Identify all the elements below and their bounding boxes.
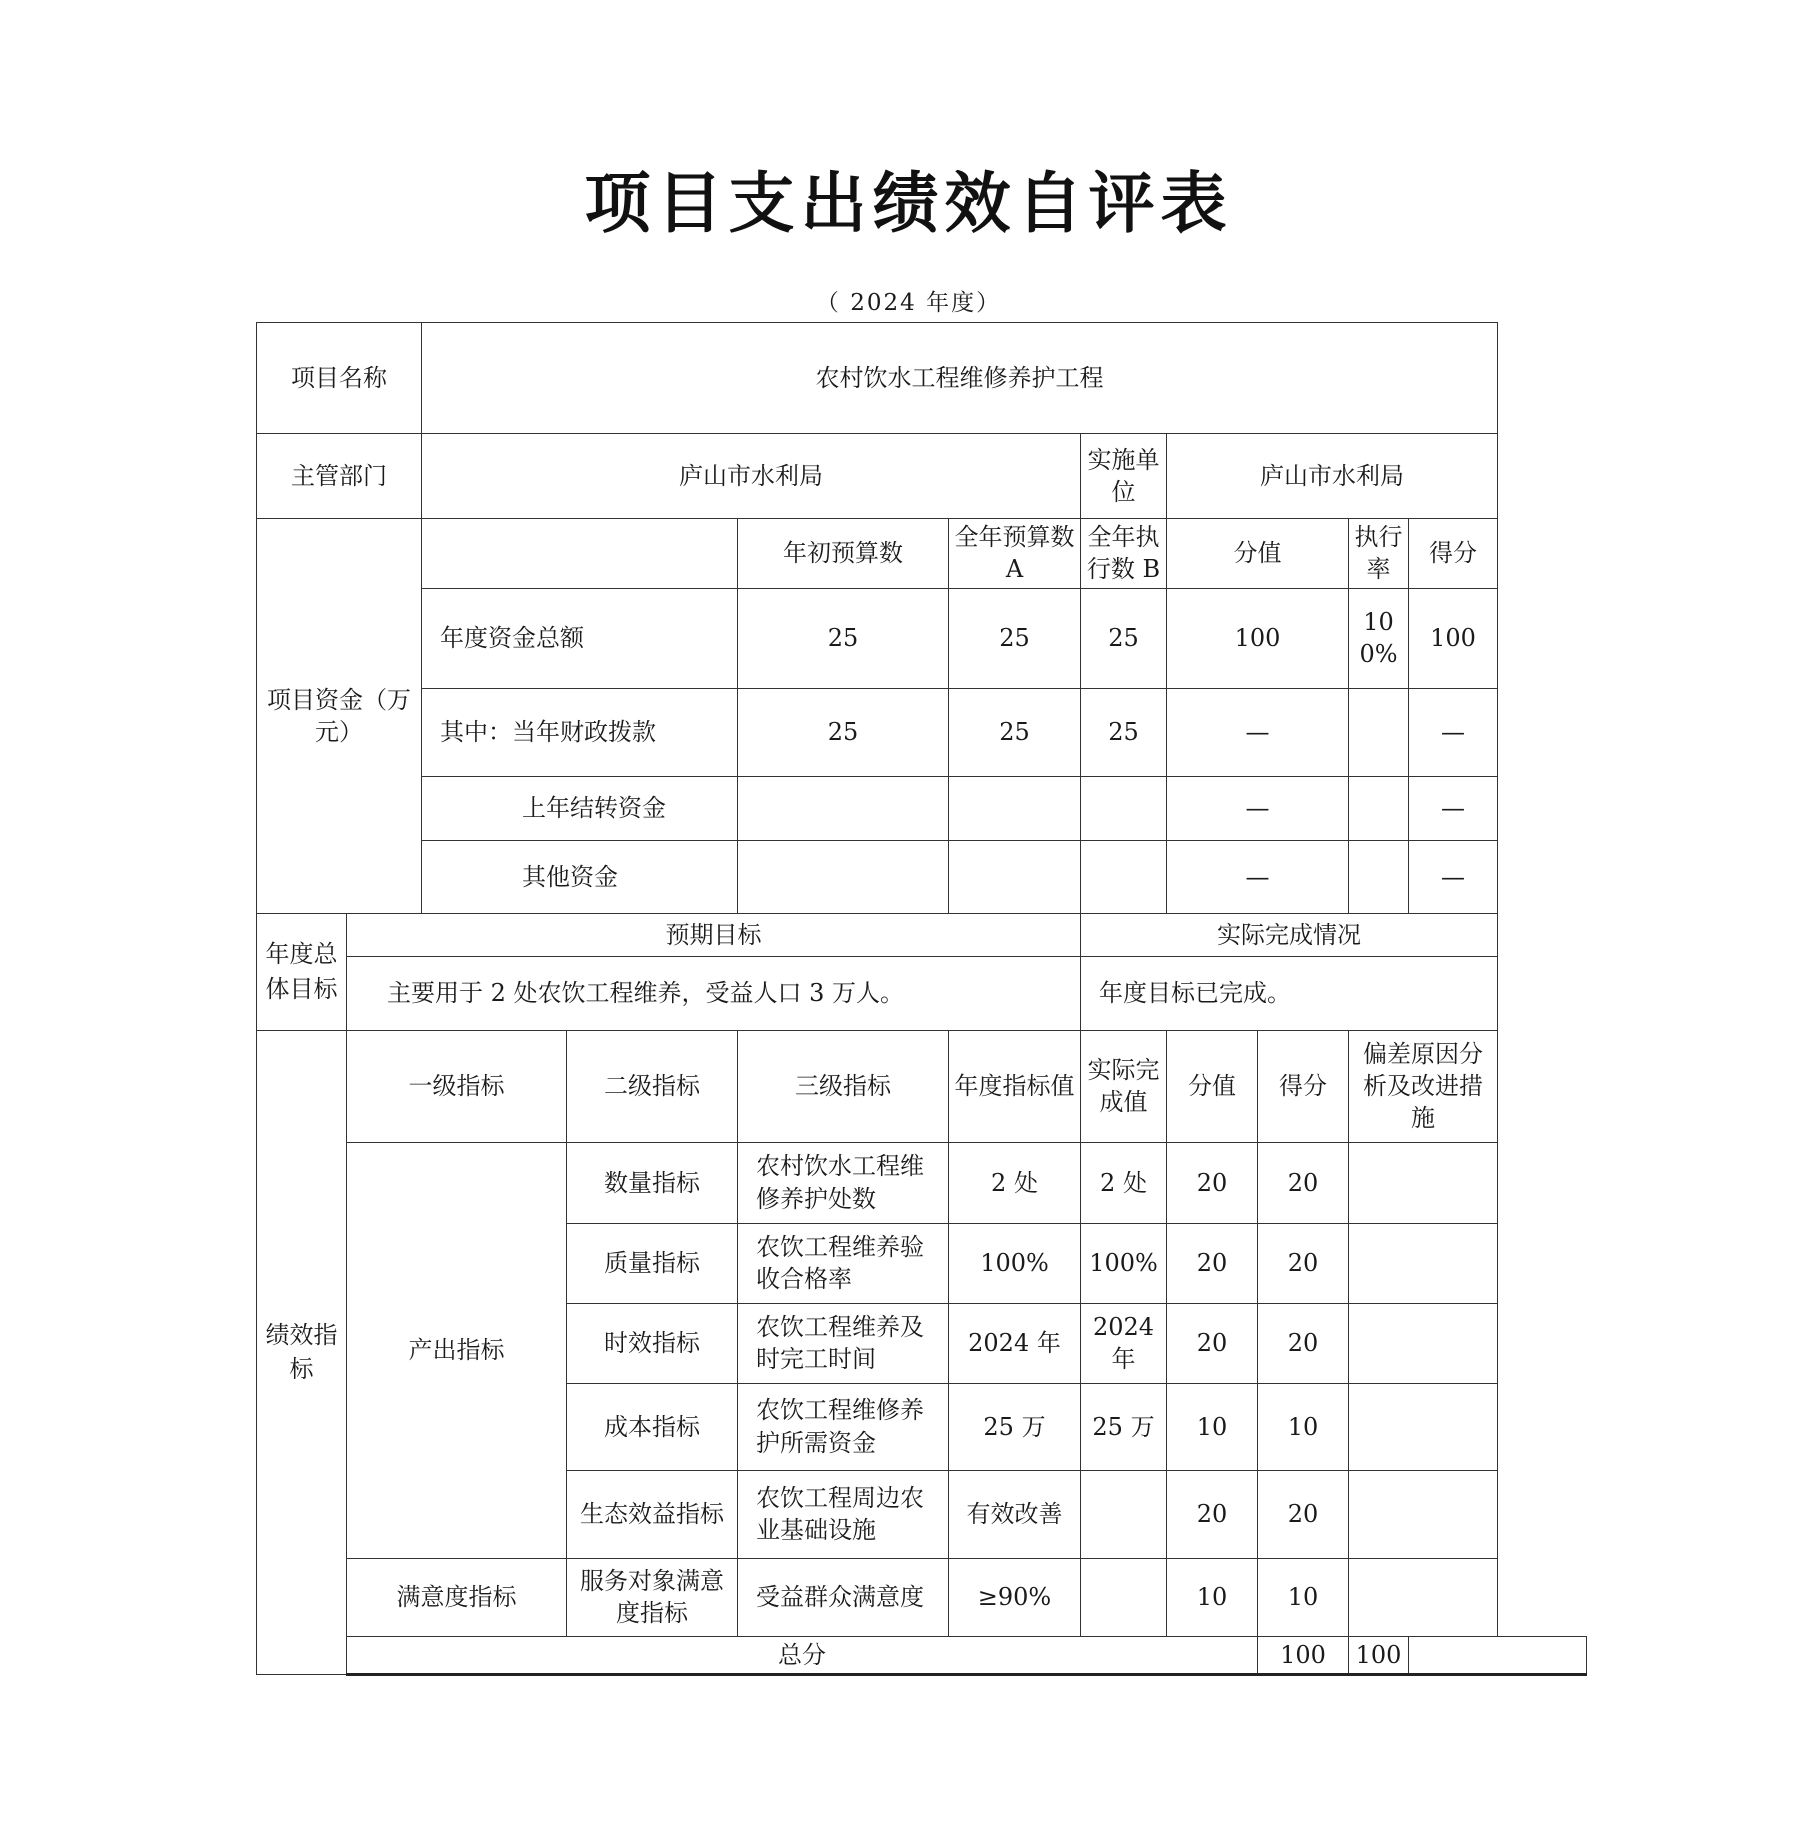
perf-row-target: 100% — [949, 1223, 1081, 1303]
perf-row-l2: 生态效益指标 — [567, 1470, 738, 1558]
goal-actual-header: 实际完成情况 — [1081, 913, 1498, 956]
funds-row-label: 年度资金总额 — [422, 588, 738, 688]
funds-header-blank — [422, 519, 738, 589]
perf-row-l2: 质量指标 — [567, 1223, 738, 1303]
perf-row-reason — [1349, 1470, 1498, 1558]
funds-row-score: — — [1409, 688, 1498, 776]
funds-row-init: 25 — [738, 588, 949, 688]
perf-header-points: 分值 — [1167, 1030, 1258, 1142]
funds-row-rate: 100% — [1349, 588, 1409, 688]
perf-row-l3: 受益群众满意度 — [738, 1558, 949, 1636]
perf-row-l3: 农饮工程维养验收合格率 — [738, 1223, 949, 1303]
funds-header-budget: 全年预算数 A — [949, 519, 1081, 589]
perf-header-l3: 三级指标 — [738, 1030, 949, 1142]
perf-row-target: 2024 年 — [949, 1303, 1081, 1383]
perf-row-actual — [1081, 1558, 1167, 1636]
project-name-value: 农村饮水工程维修养护工程 — [422, 323, 1498, 434]
perf-row-l2: 服务对象满意度指标 — [567, 1558, 738, 1636]
funds-row-score: 100 — [1409, 588, 1498, 688]
funds-row-label: 其他资金 — [422, 840, 738, 913]
goal-expected: 主要用于 2 处农饮工程维养，受益人口 3 万人。 — [347, 956, 1081, 1030]
funds-row — [257, 688, 1587, 776]
funds-header-score-val: 分值 — [1167, 519, 1349, 589]
funds-row-label: 其中：当年财政拨款 — [422, 688, 738, 776]
perf-header-l2: 二级指标 — [567, 1030, 738, 1142]
perf-row-actual: 100% — [1081, 1223, 1167, 1303]
perf-section-label: 绩效指标 — [257, 1030, 347, 1674]
perf-row-l2: 数量指标 — [567, 1142, 738, 1223]
perf-row-target: ≥90% — [949, 1558, 1081, 1636]
funds-row-label: 上年结转资金 — [422, 776, 738, 840]
perf-row-score: 10 — [1258, 1558, 1349, 1636]
funds-row — [257, 776, 1587, 840]
perf-header-score: 得分 — [1258, 1030, 1349, 1142]
perf-satisfaction-label: 满意度指标 — [347, 1558, 567, 1636]
perf-row-target: 25 万 — [949, 1383, 1081, 1470]
funds-row-init — [738, 840, 949, 913]
perf-row-score: 20 — [1258, 1223, 1349, 1303]
perf-row-target: 2 处 — [949, 1142, 1081, 1223]
perf-row-actual: 2024 年 — [1081, 1303, 1167, 1383]
funds-row-score: — — [1409, 776, 1498, 840]
total-points: 100 — [1258, 1636, 1349, 1674]
funds-section-label: 项目资金（万元） — [257, 519, 422, 914]
goal-section-label: 年度总体目标 — [257, 913, 347, 1030]
funds-row-budget — [949, 840, 1081, 913]
perf-row-l3: 农村饮水工程维修养护处数 — [738, 1142, 949, 1223]
perf-row-target: 有效改善 — [949, 1470, 1081, 1558]
funds-row-exec — [1081, 840, 1167, 913]
dept-label: 主管部门 — [257, 434, 422, 519]
perf-header-target: 年度指标值 — [949, 1030, 1081, 1142]
total-score: 100 — [1349, 1636, 1409, 1674]
perf-row-reason — [1349, 1303, 1498, 1383]
funds-row — [257, 840, 1587, 913]
perf-row-l3: 农饮工程维修养护所需资金 — [738, 1383, 949, 1470]
perf-row-reason — [1349, 1383, 1498, 1470]
funds-row-budget: 25 — [949, 588, 1081, 688]
perf-row-actual: 2 处 — [1081, 1142, 1167, 1223]
perf-row-actual: 25 万 — [1081, 1383, 1167, 1470]
funds-row — [257, 588, 1587, 688]
evaluation-table — [256, 322, 1587, 1676]
perf-row-l2: 成本指标 — [567, 1383, 738, 1470]
funds-row-budget — [949, 776, 1081, 840]
perf-row-l2: 时效指标 — [567, 1303, 738, 1383]
dept-value: 庐山市水利局 — [422, 434, 1081, 519]
funds-header-init: 年初预算数 — [738, 519, 949, 589]
perf-row-points: 20 — [1167, 1470, 1258, 1558]
perf-row-reason — [1349, 1223, 1498, 1303]
page-title: 项目支出绩效自评表 — [584, 164, 1233, 242]
funds-row-rate — [1349, 840, 1409, 913]
perf-row-points: 20 — [1167, 1303, 1258, 1383]
funds-row-score-val: 100 — [1167, 588, 1349, 688]
perf-row-points: 20 — [1167, 1223, 1258, 1303]
funds-row-exec — [1081, 776, 1167, 840]
perf-header-reason: 偏差原因分析及改进措施 — [1349, 1030, 1498, 1142]
perf-row-score: 20 — [1258, 1470, 1349, 1558]
perf-row-points: 10 — [1167, 1383, 1258, 1470]
funds-row-rate — [1349, 776, 1409, 840]
funds-row-score-val: — — [1167, 776, 1349, 840]
funds-row-score-val: — — [1167, 688, 1349, 776]
funds-header-score: 得分 — [1409, 519, 1498, 589]
funds-row-init — [738, 776, 949, 840]
perf-row-points: 20 — [1167, 1142, 1258, 1223]
perf-output-label: 产出指标 — [347, 1142, 567, 1558]
funds-row-rate — [1349, 688, 1409, 776]
funds-header-exec: 全年执行数 B — [1081, 519, 1167, 589]
unit-label: 实施单位 — [1081, 434, 1167, 519]
perf-row — [257, 1558, 1587, 1636]
perf-row-actual — [1081, 1470, 1167, 1558]
funds-row-score: — — [1409, 840, 1498, 913]
perf-row-l3: 农饮工程周边农业基础设施 — [738, 1470, 949, 1558]
unit-value: 庐山市水利局 — [1167, 434, 1498, 519]
perf-row-reason — [1349, 1558, 1498, 1636]
year-line: （ 2024 年度） — [815, 290, 1002, 316]
funds-row-init: 25 — [738, 688, 949, 776]
perf-header-actual: 实际完成值 — [1081, 1030, 1167, 1142]
perf-row-points: 10 — [1167, 1558, 1258, 1636]
funds-row-exec: 25 — [1081, 688, 1167, 776]
funds-row-budget: 25 — [949, 688, 1081, 776]
perf-row-score: 20 — [1258, 1303, 1349, 1383]
total-label: 总分 — [347, 1636, 1258, 1674]
perf-row — [257, 1142, 1587, 1223]
total-reason — [1409, 1636, 1587, 1674]
funds-header-rate: 执行率 — [1349, 519, 1409, 589]
project-name-label: 项目名称 — [257, 323, 422, 434]
funds-row-exec: 25 — [1081, 588, 1167, 688]
perf-row-l3: 农饮工程维养及时完工时间 — [738, 1303, 949, 1383]
perf-row-reason — [1349, 1142, 1498, 1223]
goal-expected-header: 预期目标 — [347, 913, 1081, 956]
perf-header-l1: 一级指标 — [347, 1030, 567, 1142]
perf-row-score: 10 — [1258, 1383, 1349, 1470]
goal-actual: 年度目标已完成。 — [1081, 956, 1498, 1030]
perf-row-score: 20 — [1258, 1142, 1349, 1223]
funds-row-score-val: — — [1167, 840, 1349, 913]
